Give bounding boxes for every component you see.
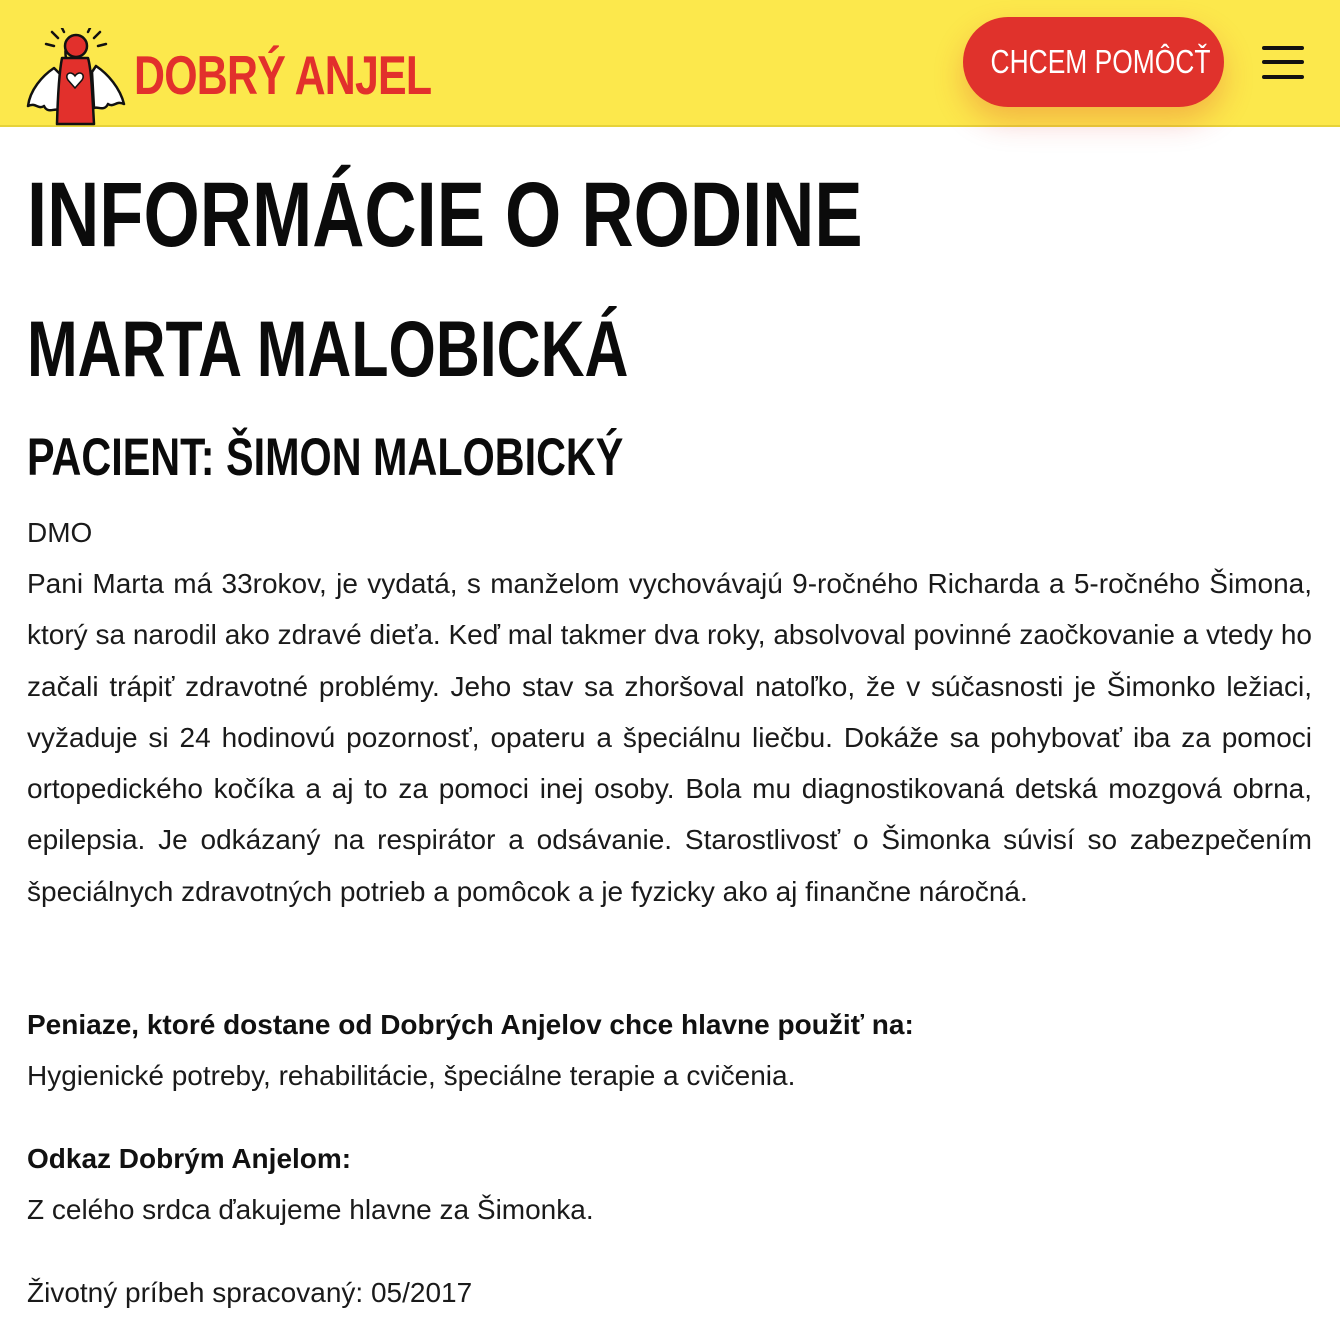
- diagnosis: DMO: [27, 517, 93, 548]
- logo-text: DOBRÝ ANJEL: [134, 44, 432, 106]
- site-logo[interactable]: [24, 28, 444, 132]
- family-name: MARTA MALOBICKÁ: [27, 304, 629, 393]
- money-usage-text: Hygienické potreby, rehabilitácie, špeciálne terapie a cvičenia.: [27, 1060, 796, 1091]
- message-label: Odkaz Dobrým Anjelom:: [27, 1143, 352, 1174]
- site-header: [0, 0, 1340, 127]
- page-title: INFORMÁCIE O RODINE: [27, 164, 863, 266]
- angel-logo-icon: [24, 28, 132, 128]
- menu-bar: [1262, 46, 1304, 50]
- processed-date: Životný príbeh spracovaný: 05/2017: [27, 1277, 473, 1308]
- money-usage-label: Peniaze, ktoré dostane od Dobrých Anjelov chce hlavne použiť na:: [27, 1009, 914, 1040]
- patient-name: PACIENT: ŠIMON MALOBICKÝ: [27, 428, 624, 487]
- family-story: Pani Marta má 33rokov, je vydatá, s manželom vychovávajú 9-ročného Richarda a 5-ročného Šimona, ktorý sa narodil ako zdravé dieťa. Keď mal takmer dva roky, absolvoval povinné zaočkovanie a vtedy ho začali trápiť zdravotné problémy. Jeho stav sa zhoršoval natoľko, že v súčasnosti je Šimonko ležiaci, vyžaduje si 24 hodinovú pozornosť, opateru a špeciálnu liečbu. Dokáže sa pohybovať iba za pomoci ortopedického kočíka a aj to za pomoci inej osoby. Bola mu diagnostikovaná detská mozgová obrna, epilepsia. Je odkázaný na respirátor a odsávanie. Starostlivosť o Šimonka súvisí so zabezpečením špeciálnych zdravotných potrieb a pomôcok a je fyzicky ako aj finančne náročná.: [27, 568, 1312, 907]
- help-button-label: CHCEM POMÔCŤ: [990, 43, 1211, 80]
- menu-bar: [1262, 60, 1304, 64]
- help-button[interactable]: [963, 17, 1224, 107]
- message-text: Z celého srdca ďakujeme hlavne za Šimonka.: [27, 1194, 594, 1225]
- hamburger-menu-icon[interactable]: [1262, 44, 1306, 80]
- menu-bar: [1262, 75, 1304, 79]
